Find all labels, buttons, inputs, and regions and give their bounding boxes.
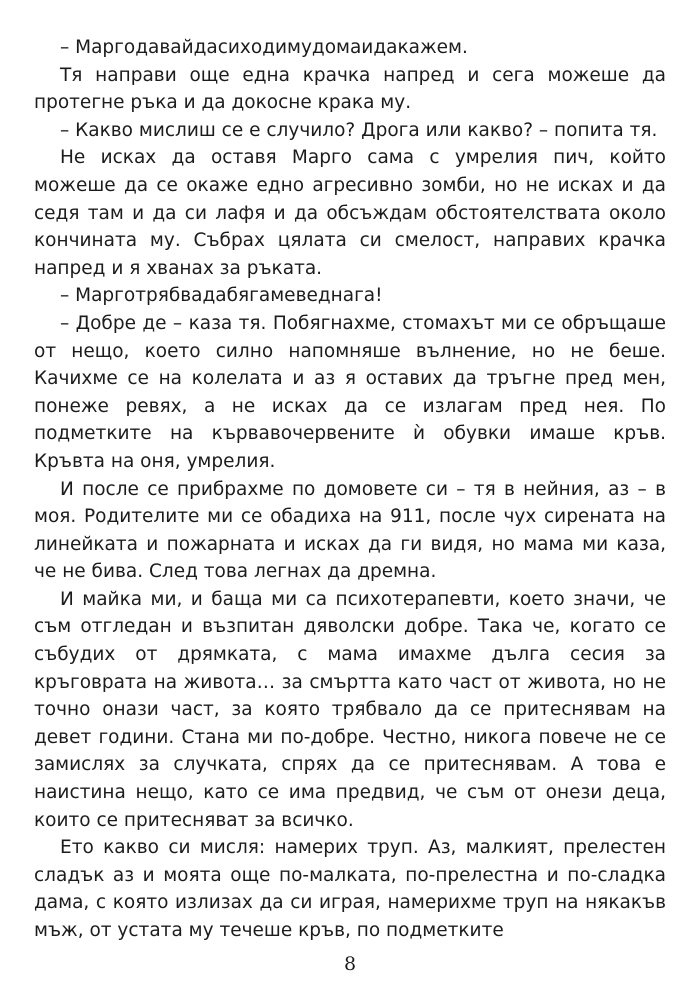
- paragraph: Не исках да оставя Марго сама с умрелия пич, който можеше да се окаже едно агресивно зомби, но не исках и да седя там и да си лафя и да обсъждам обстоятелствата около кончината му. Събрах цялата си смелост, направих крачка напред и я хванах за ръката.: [34, 147, 666, 279]
- paragraph: Ето какво си мисля: намерих труп. Аз, малкият, прелестен сладък аз и моята още по-малката, по-прелестна и по-сладка дама, с която излизах да си играя, намерихме труп на някакъв мъж, от устата му течеше кръв, по подметките: [34, 837, 666, 941]
- paragraph: – Добре де – каза тя. Побягнахме, стомахът ми се обръщаше от нещо, което силно напомняше вълнение, но не беше. Качихме се на колелата и аз я оставих да тръгне пред мен, понеже ревях, а не исках да се излагам пред нея. По подметките на кървавочервените ѝ обувки имаше кръв. Кръвта на оня, умрелия.: [34, 312, 666, 472]
- paragraph: – Маргодавайдасиходимудомаидакажем.: [60, 37, 468, 58]
- page-number: 8: [343, 953, 357, 975]
- paragraph: – Марготрябвадабягамеведнага!: [60, 285, 383, 307]
- paragraph: И после се прибрахме по домовете си – тя в нейния, аз – в моя. Родителите ми се обадиха на 911, после чух сирената на линейката и пожарната и исках да ги видя, но мама ми каза, че не бива. След това легнах да дремна.: [34, 478, 666, 583]
- paragraph: Тя направи още една крачка напред и сега можеше да протегне ръка и да докосне крака му.: [34, 64, 666, 114]
- paragraph: И майка ми, и баща ми са психотерапевти, което значи, че съм отгледан и възпитан дяволски добре. Така че, когато се събудих от дрямката, с мама имахме дълга сесия за кръговрата на живота… за смъртта като част от живота, но не точно онази част, за която трябвало да се притеснявам на девет години. Стана ми по-добре. Честно, никога повече не се замислях за случката, спрях да се притеснявам. А това е наистина нещо, като се има предвид, че съм от онези деца, които се притесняват за всичко.: [34, 588, 666, 831]
- paragraph: – Какво мислиш се е случило? Дрога или какво? – попита тя.: [60, 119, 658, 141]
- page-text: [34, 34, 666, 945]
